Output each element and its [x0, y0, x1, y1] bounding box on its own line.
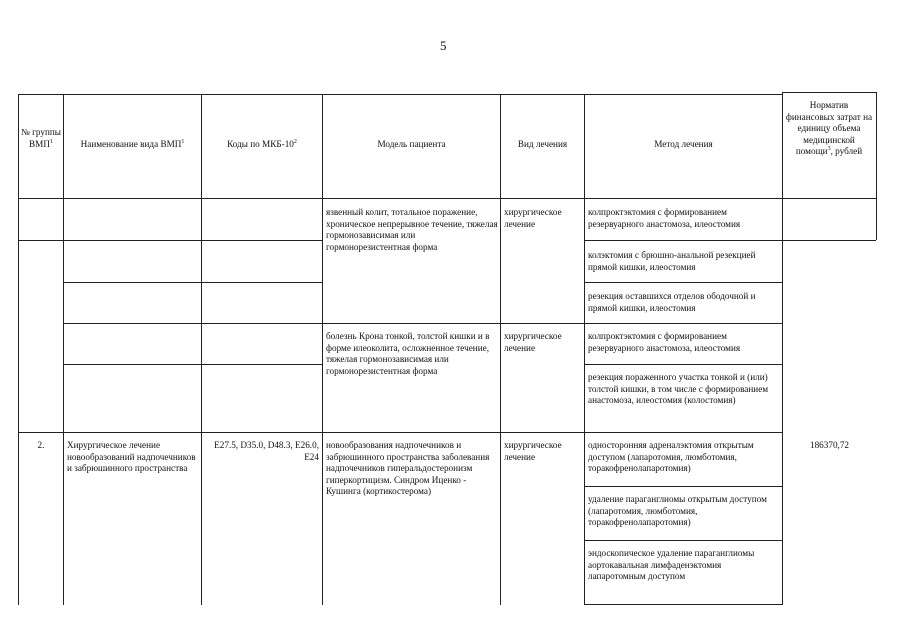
header-cost-norm: Норматив финансовых затрат на единицу объема медицинской помощи$^3$, рублей	[785, 100, 873, 157]
page-number: 5	[440, 38, 447, 53]
group-2-method-1: односторонняя адреналэктомия открытым доступом (лапаротомия, люмботомия, торакофренолапаротомия)	[588, 440, 754, 474]
header-group-number: № группы ВМП$^1$	[21, 127, 61, 149]
group-2-method-2: удаление параганглиомы открытым доступом (лапаротомия, люмботомия, торакофренолапаротомия)	[588, 494, 767, 528]
group-2-treatment-type: хирургическое лечение	[504, 440, 562, 462]
uc-treatment-type: хирургическое лечение	[504, 207, 562, 229]
uc-method-2: колэктомия с брюшно-анальной резекцией прямой кишки, илеостомия	[588, 250, 756, 272]
header-treatment-method: Метод лечения	[654, 139, 713, 149]
uc-method-3: резекция оставшихся отделов ободочной и прямой кишки, илеостомия	[588, 291, 756, 313]
header-icd-codes: Коды по МКБ-$10^2$	[227, 138, 297, 149]
crohn-method-1: колпроктэктомия с формированием резервуарного анастомоза, илеостомия	[588, 331, 741, 353]
header-treatment-type: Вид лечения	[517, 139, 568, 149]
uc-patient-model: язвенный колит, тотальное поражение, хроническое непрерывное течение, тяжелая гормонозависимая или гормонорезистентная форма	[326, 207, 498, 252]
crohn-patient-model: болезнь Крона тонкой, толстой кишки и в форме илеоколита, осложненное течение, тяжелая гормонозависимая или гормонорезистентная форма	[326, 331, 490, 376]
group-2-vmp-name: Хирургическое лечение новообразований надпочечников и забрюшинного пространства	[67, 440, 196, 474]
group-2-patient-model: новообразования надпочечников и забрюшинного пространства заболевания надпочечников гиперальдостеронизм гиперкортицизм. Синдром Иценко - Кушинга (кортикостерома)	[326, 440, 490, 497]
group-2-method-3: эндоскопическое удаление параганглиомы аортокавальная лимфаденэктомия лапаротомным доступом	[588, 548, 755, 582]
group-2-icd-codes: E27.5, D35.0, D48.3, E26.0, E24	[214, 440, 319, 462]
group-2-number: 2.	[37, 440, 45, 450]
header-vmp-name: Наименование вида ВМП$^1$	[80, 138, 185, 149]
uc-method-1: колпроктэктомия с формированием резервуарного анастомоза, илеостомия	[588, 207, 741, 229]
group-2-cost-norm: 186370,72	[809, 440, 850, 450]
crohn-treatment-type: хирургическое лечение	[504, 331, 562, 353]
crohn-method-2: резекция пораженного участка тонкой и (или) толстой кишки, в том числе с формированием анастомоза, илеостомия (колостомия)	[588, 372, 769, 406]
header-patient-model: Модель пациента	[377, 139, 446, 149]
